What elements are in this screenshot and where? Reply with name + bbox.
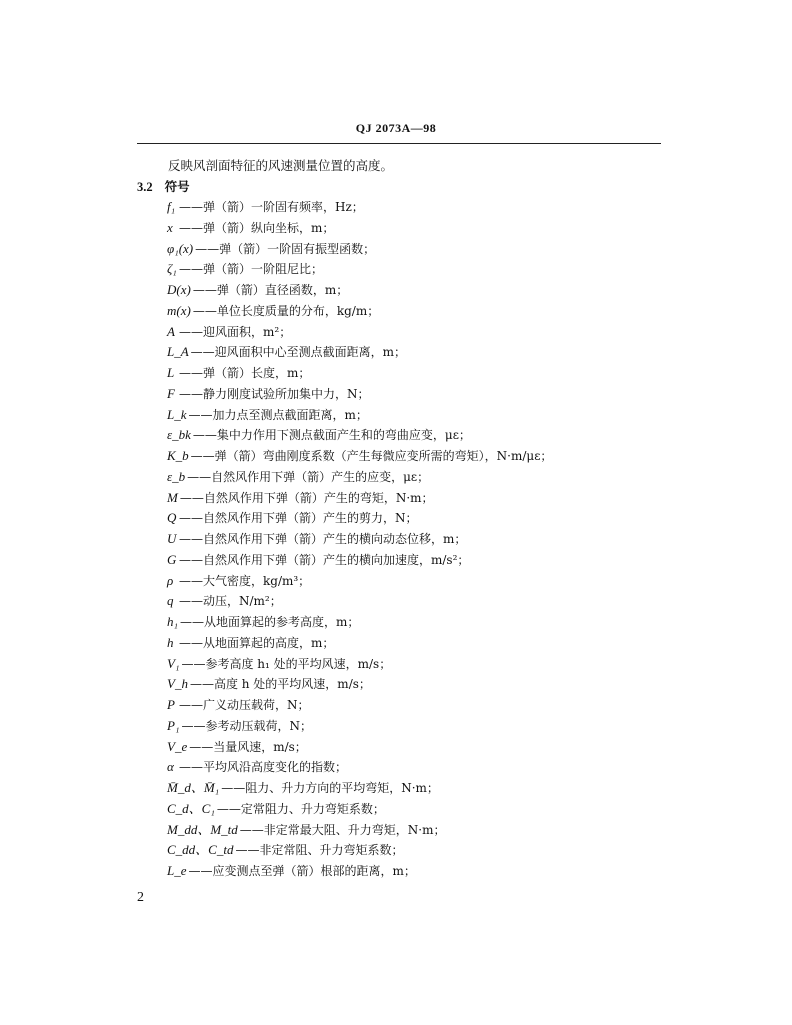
symbol-definition: ——从地面算起的高度，m； xyxy=(179,635,335,650)
symbol: V_e xyxy=(167,738,188,754)
symbol-entry xyxy=(167,778,552,799)
symbol: L_A xyxy=(167,344,189,360)
symbol: L_k xyxy=(167,406,187,422)
symbol-entry xyxy=(167,840,552,861)
symbol: ρ xyxy=(167,572,174,588)
symbol: M̄_d、M̄₁ xyxy=(167,780,220,795)
symbol-definition: ——自然风作用下弹（箭）产生的横向动态位移，m； xyxy=(179,532,467,546)
symbol-definition: ——静力刚度试验所加集中力，N； xyxy=(179,386,370,401)
symbol-entry xyxy=(167,363,552,384)
symbol: h xyxy=(167,634,174,650)
symbol: P₁ xyxy=(167,717,180,733)
intro-line: 反映风剖面特征的风速测量位置的高度。 xyxy=(168,158,394,173)
symbol-entry xyxy=(167,529,552,550)
symbol-definition: ——弹（箭）弯曲刚度系数（产生每微应变所需的弯矩），N·m/με； xyxy=(190,449,553,463)
symbol-entry xyxy=(167,405,552,426)
symbol-entry xyxy=(167,342,552,363)
symbol-definition: ——自然风作用下弹（箭）产生的弯矩，N·m； xyxy=(179,490,434,505)
section-number: 3.2 xyxy=(137,180,153,194)
symbol-definition: ——参考高度 h₁ 处的平均风速，m/s； xyxy=(181,656,392,671)
symbol-definition: ——应变测点至弹（箭）根部的距离，m； xyxy=(188,864,416,878)
symbol-entry xyxy=(167,633,552,654)
symbol-entry xyxy=(167,654,552,675)
symbol: ζ₁ xyxy=(167,261,177,277)
symbol-definition: ——动压，N/m²； xyxy=(179,594,282,609)
symbol-definition: ——自然风作用下弹（箭）产生的横向加速度，m/s²； xyxy=(179,552,470,567)
symbol-definition: ——高度 h 处的平均风速，m/s； xyxy=(189,677,371,692)
symbol-definition: ——集中力作用下测点截面产生和的弯曲应变，με； xyxy=(192,428,471,443)
symbol-entry xyxy=(167,757,552,778)
symbol: C_d、C₁ xyxy=(167,800,215,816)
symbol-entry xyxy=(167,488,552,509)
symbol-entry xyxy=(167,259,552,280)
symbol-definition: ——非定常最大阻、升力弯矩，N·m； xyxy=(239,822,446,837)
symbol: P xyxy=(167,697,175,712)
symbol: x xyxy=(167,219,173,235)
symbol-definition: ——阻力、升力方向的平均弯矩，N·m； xyxy=(221,781,439,795)
symbol-entry xyxy=(167,197,552,218)
symbol: L_e xyxy=(167,863,187,878)
symbol-entry xyxy=(167,425,552,446)
symbol: ε_bk xyxy=(167,427,191,443)
symbol: V_h xyxy=(167,676,188,692)
symbol-entry xyxy=(167,550,552,571)
symbol-entry xyxy=(167,820,552,841)
symbol-entry xyxy=(167,716,552,737)
symbol-definition: ——弹（箭）一阶阻尼比； xyxy=(179,262,324,277)
symbol-definition: ——弹（箭）一阶固有振型函数； xyxy=(195,241,376,256)
symbol: q xyxy=(167,593,174,609)
symbol-definition: ——广义动压载荷，N； xyxy=(179,698,310,712)
symbol-definition: ——弹（箭）直径函数，m； xyxy=(192,283,349,297)
standard-code: QJ 2073A—98 xyxy=(355,121,437,135)
symbol: V₁ xyxy=(167,655,180,671)
symbol-entry xyxy=(167,674,552,695)
symbol: A xyxy=(167,323,175,339)
symbol-definition: ——弹（箭）纵向坐标，m； xyxy=(179,220,335,235)
symbol-definition: ——平均风沿高度变化的指数； xyxy=(179,760,348,775)
symbol-entry xyxy=(167,239,552,260)
symbol: Q xyxy=(167,510,177,526)
symbol-definition: ——定常阻力、升力弯矩系数； xyxy=(216,801,385,816)
symbol-entry xyxy=(167,218,552,239)
header-rule xyxy=(137,143,661,144)
symbol-definition: ——自然风作用下弹（箭）产生的剪力，N； xyxy=(179,511,418,526)
symbol-definition: ——单位长度质量的分布，kg/m； xyxy=(192,303,380,318)
symbol: U xyxy=(167,531,177,546)
symbol-definition: ——加力点至测点截面距离，m； xyxy=(188,407,368,422)
symbol: M_dd、M_td xyxy=(167,821,238,837)
symbol: K_b xyxy=(167,448,189,463)
symbol-definition: ——大气密度，kg/m³； xyxy=(179,573,311,588)
symbol-definition: ——从地面算起的参考高度，m； xyxy=(180,615,360,629)
symbol-entry xyxy=(167,861,552,882)
symbol-definition: ——迎风面积中心至测点截面距离，m； xyxy=(190,345,407,360)
page-number: 2 xyxy=(137,890,144,905)
symbol: D(x) xyxy=(167,282,191,297)
symbol: φ₁(x) xyxy=(167,240,194,256)
symbol-entry xyxy=(167,591,552,612)
symbol: C_dd、C_td xyxy=(167,842,234,858)
symbol-definition: ——参考动压载荷，N； xyxy=(181,718,312,733)
section-heading xyxy=(137,177,190,195)
symbol-definition: ——当量风速，m/s； xyxy=(189,739,307,754)
symbol-entry xyxy=(167,737,552,758)
symbol-entry xyxy=(167,280,552,301)
section-title: 符号 xyxy=(164,179,190,194)
symbol-entry xyxy=(167,571,552,592)
symbol: M xyxy=(167,489,178,505)
symbol: ε_b xyxy=(167,468,186,484)
symbol: α xyxy=(167,759,174,775)
symbol-list xyxy=(167,197,552,882)
symbol-entry xyxy=(167,446,552,467)
symbol-definition: ——弹（箭）一阶固有频率，Hz； xyxy=(179,200,364,214)
symbol-entry xyxy=(167,384,552,405)
symbol-definition: ——迎风面积，m²； xyxy=(179,324,292,339)
symbol: F xyxy=(167,385,175,401)
symbol: G xyxy=(167,551,177,567)
symbol: f₁ xyxy=(167,199,176,214)
symbol-entry xyxy=(167,799,552,820)
symbol-entry xyxy=(167,322,552,343)
symbol-definition: ——非定常阻、升力弯矩系数； xyxy=(235,843,404,858)
symbol-definition: ——自然风作用下弹（箭）产生的应变，με； xyxy=(187,469,430,484)
symbol-entry xyxy=(167,612,552,633)
symbol-entry xyxy=(167,695,552,716)
symbol: m(x) xyxy=(167,302,191,318)
symbol: L xyxy=(167,365,175,380)
symbol-entry xyxy=(167,467,552,488)
symbol-definition: ——弹（箭）长度，m； xyxy=(179,366,311,380)
symbol-entry xyxy=(167,301,552,322)
symbol: h₁ xyxy=(167,614,179,629)
symbol-entry xyxy=(167,508,552,529)
